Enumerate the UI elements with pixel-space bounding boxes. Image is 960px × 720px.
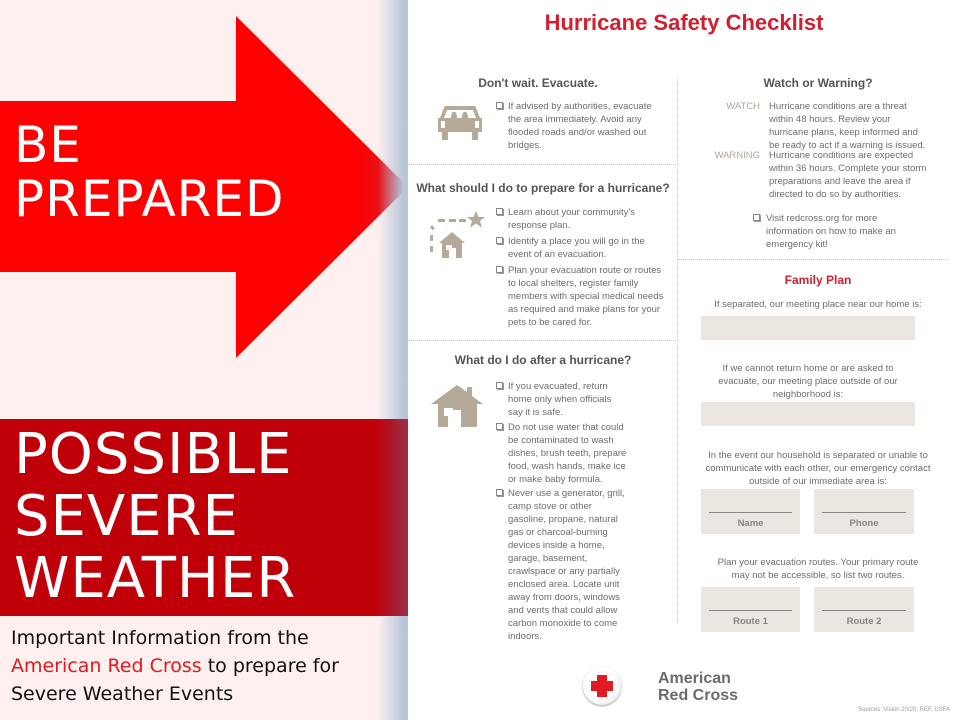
route-2-field[interactable] <box>814 587 914 632</box>
hurricane-checklist-document <box>408 0 960 720</box>
family-plan-title: Family Plan <box>784 273 852 287</box>
phone-caption: Phone <box>849 518 879 529</box>
checkbox[interactable] <box>496 208 503 215</box>
section-divider <box>408 340 676 341</box>
checkbox[interactable] <box>496 102 503 109</box>
underline <box>709 610 792 611</box>
headline-line: PREPARED <box>14 170 285 228</box>
underline <box>822 512 906 513</box>
red-cross-logo-icon <box>583 667 621 705</box>
red-cross-logo-text <box>658 670 738 704</box>
info-subtitle <box>11 624 401 708</box>
info-line <box>11 652 401 680</box>
checkbox[interactable] <box>753 214 760 221</box>
prepare-section-title: What should I do to prepare for a hurricane? <box>416 181 670 195</box>
route-2-caption: Route 2 <box>846 616 882 627</box>
logo-line: Red Cross <box>658 687 739 704</box>
checkbox[interactable] <box>496 237 503 244</box>
checklist-item: Do not use water that could be contaminated to wash dishes, brush teeth, prepare food, wash hands, make ice or make baby formula. <box>508 422 627 485</box>
checkbox[interactable] <box>496 489 503 496</box>
checkbox[interactable] <box>496 382 503 389</box>
contact-prompt: In the event our household is separated or unable to communicate with each other, our emergency contact outside of our immediate area is: <box>705 450 931 487</box>
warning-description: Hurricane conditions are expected within 36 hours. Complete your storm preparations and leave the area if directed to do so by authorities. <box>769 150 927 200</box>
watch-label: WATCH <box>726 101 760 112</box>
checklist-item: If you evacuated, return home only when officials say it is safe. <box>508 381 612 418</box>
outside-prompt: If we cannot return home or are asked to evacuate, our meeting place outside of our neighborhood is: <box>718 363 898 400</box>
near-home-prompt: If separated, our meeting place near our home is: <box>714 299 922 310</box>
info-line: Important Information from the <box>11 627 309 649</box>
checklist-item: Learn about your community's response plan. <box>508 207 635 231</box>
route-1-caption: Route 1 <box>733 616 768 627</box>
watch-description: Hurricane conditions are a threat within 48 hours. Review your hurricane plans, keep informed and be ready to act if a warning is issued. <box>769 101 926 151</box>
alert-line: SEVERE <box>14 484 239 549</box>
headline-line: BE <box>14 116 82 174</box>
underline <box>709 512 792 513</box>
checklist-item: Identify a place you will go in the event of an evacuation. <box>508 236 645 260</box>
warning-label: WARNING <box>714 150 760 161</box>
alert-line: POSSIBLE <box>14 422 293 487</box>
checklist-item: If advised by authorities, evacuate the area immediately. Avoid any flooded roads and/or washed out bridges. <box>508 101 652 151</box>
sources-note: Sources: Vision 20/20, REF, USFA <box>858 707 950 713</box>
checklist-item: Never use a generator, grill, camp stove or other gasoline, propane, natural gas or charcoal-burning devices inside a home, garage, basement, crawlspace or any partially enclosed area. Locate unit away from doors, windows and vents that could allow carbon monoxide to come indoors. <box>508 488 625 642</box>
watch-warning-title: Watch or Warning? <box>763 76 873 90</box>
emergency-kit-item: Visit redcross.org for more information on how to make an emergency kit! <box>766 213 896 250</box>
contact-name-field[interactable] <box>701 489 800 534</box>
evacuate-section-title: Don't wait. Evacuate. <box>478 76 598 90</box>
left-banner-panel <box>0 0 408 720</box>
info-text-span: to prepare for <box>201 655 339 677</box>
house-icon <box>430 384 484 428</box>
name-caption: Name <box>737 518 764 529</box>
severe-weather-title <box>14 424 296 610</box>
outside-meeting-field[interactable] <box>701 402 915 426</box>
underline <box>822 610 906 611</box>
document-title: Hurricane Safety Checklist <box>544 10 824 35</box>
car-icon <box>436 104 484 142</box>
info-line: Severe Weather Events <box>11 683 234 705</box>
alert-line: WEATHER <box>14 546 297 611</box>
section-divider <box>678 259 948 260</box>
route-1-field[interactable] <box>701 587 800 632</box>
checklist-item: Plan your evacuation route or routes to local shelters, register family members with special medical needs as required and make plans for your pets to be cared for. <box>508 265 664 328</box>
contact-phone-field[interactable] <box>814 489 914 534</box>
column-divider <box>677 78 678 623</box>
logo-line: American <box>658 670 731 687</box>
be-prepared-headline <box>14 118 284 226</box>
routes-prompt: Plan your evacuation routes. Your primary route may not be accessible, so list two routes. <box>717 557 919 581</box>
checkbox[interactable] <box>496 266 503 273</box>
org-name-highlight: American Red Cross <box>11 655 202 677</box>
checkbox[interactable] <box>496 423 503 430</box>
after-section-title: What do I do after a hurricane? <box>454 353 632 367</box>
house-route-star-icon <box>426 208 488 262</box>
section-divider <box>408 164 676 165</box>
near-home-field[interactable] <box>701 316 915 340</box>
